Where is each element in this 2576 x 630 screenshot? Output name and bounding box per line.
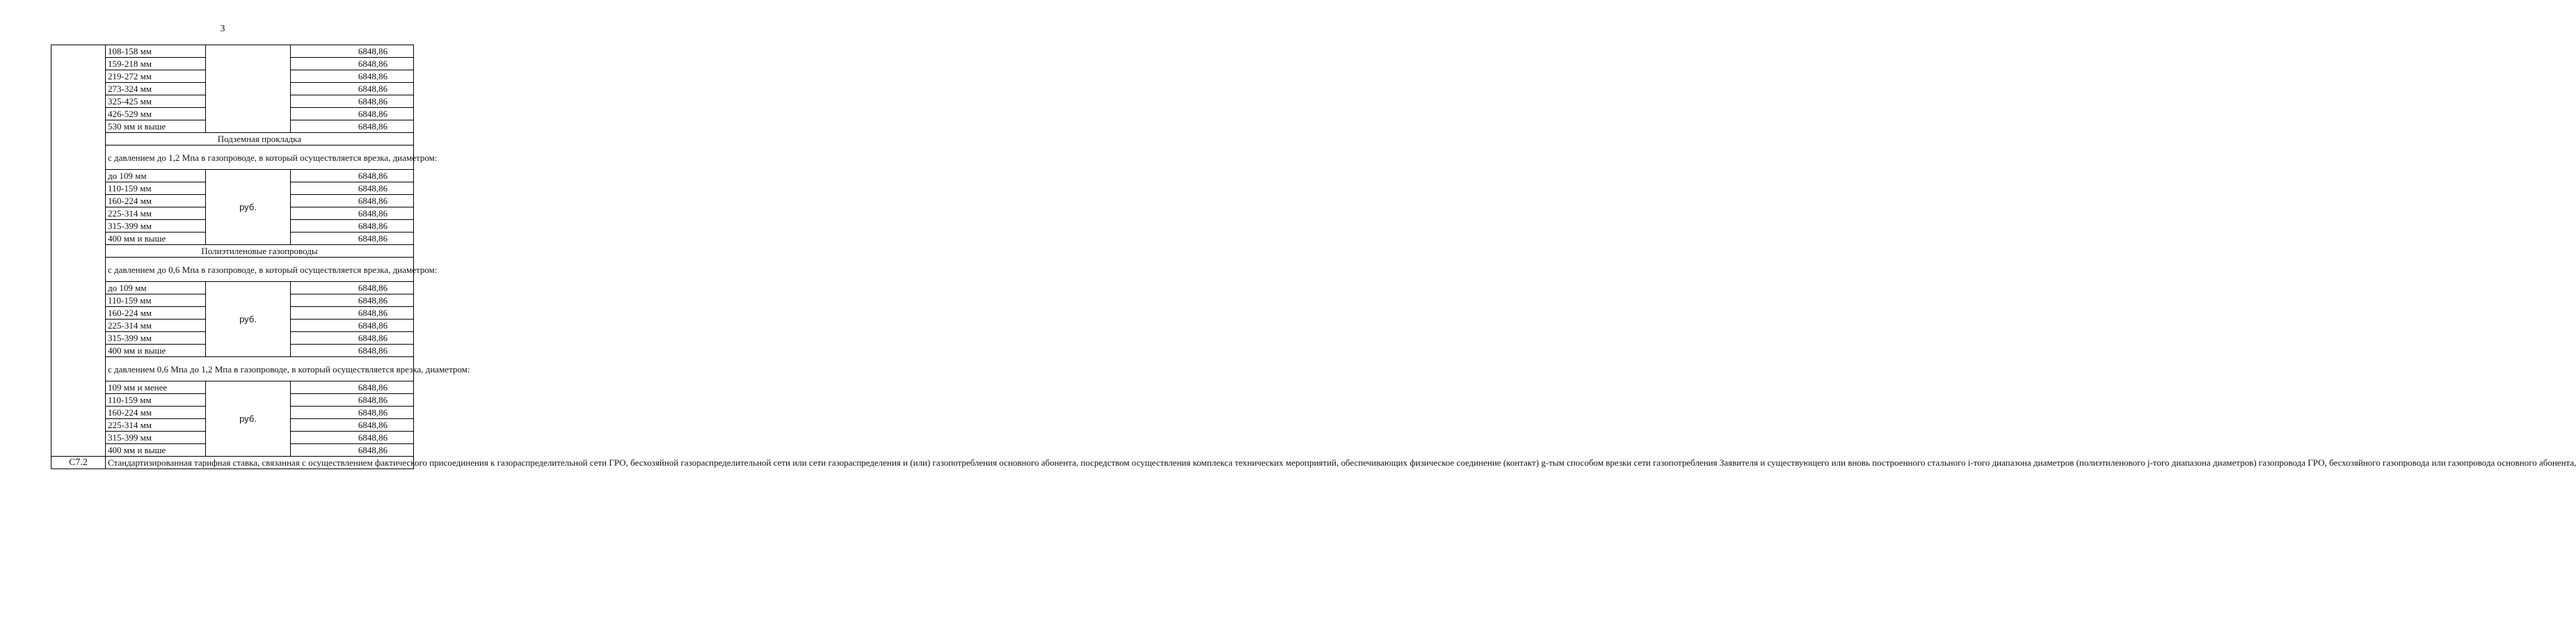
- tariff-value-cell: [291, 294, 414, 307]
- diameter-cell: 400 мм и выше: [106, 345, 206, 357]
- tariff-value: 6848,86: [358, 196, 388, 206]
- tariff-value: 6848,86: [358, 71, 388, 81]
- tariff-value: 6848,86: [358, 283, 388, 293]
- tariff-value-cell: [291, 444, 414, 457]
- tariff-value-cell: [291, 282, 414, 294]
- diameter-cell: до 109 мм: [106, 170, 206, 182]
- section-heading: Подземная прокладка: [106, 133, 414, 145]
- table-row: [51, 45, 414, 58]
- section-row: [51, 145, 414, 170]
- tariff-value: 6848,86: [358, 233, 388, 244]
- tariff-value: 6848,86: [358, 320, 388, 331]
- tariff-value: 6848,86: [358, 58, 388, 69]
- tariff-table: [51, 45, 2576, 469]
- item-description: Стандартизированная тарифная ставка, связанная с осуществлением фактического присоединения к газораспределительной сети ГРО, бесхозяйной газораспределительной сети или сети газораспределения и (или) газопотребления основного абонента, посредством осуществления комплекса технических мероприятий, обеспечивающих физическое соединение (контакт) g-тым способом врезки сети газопотребления Заявителя и существующего или вновь построенного стального i-того диапазона диаметров (полиэтиленового j-того диапазона диаметров) газопровода ГРО, бесхозяйного газопровода или газопровода основного абонента,: [106, 457, 414, 469]
- section-row: [51, 133, 414, 145]
- tariff-value-cell: [291, 58, 414, 70]
- tariff-value: 6848,86: [358, 183, 388, 194]
- tariff-value: 6848,86: [358, 96, 388, 107]
- tariff-value-cell: [291, 419, 414, 432]
- unit-cell: руб.: [206, 170, 291, 245]
- diameter-cell: 160-224 мм: [106, 307, 206, 320]
- table-row: [51, 282, 414, 294]
- tariff-value-cell: [291, 220, 414, 233]
- section-row: [51, 245, 414, 258]
- diameter-cell: 225-314 мм: [106, 419, 206, 432]
- tariff-value: 6848,86: [358, 295, 388, 306]
- diameter-cell: 315-399 мм: [106, 332, 206, 345]
- tariff-value: 6848,86: [358, 382, 388, 393]
- tariff-value-cell: [291, 332, 414, 345]
- section-heading: Полиэтиленовые газопроводы: [106, 245, 414, 258]
- tariff-value: 6848,86: [358, 121, 388, 132]
- tariff-value: 6848,86: [358, 208, 388, 219]
- tariff-value: 6848,86: [358, 109, 388, 119]
- diameter-cell: 108-158 мм: [106, 45, 206, 58]
- tariff-value: 6848,86: [358, 420, 388, 430]
- tariff-value: 6848,86: [358, 84, 388, 94]
- diameter-cell: 225-314 мм: [106, 207, 206, 220]
- tariff-value-cell: [291, 307, 414, 320]
- diameter-cell: 219-272 мм: [106, 70, 206, 83]
- tariff-value: 6848,86: [358, 345, 388, 356]
- diameter-cell: 159-218 мм: [106, 58, 206, 70]
- tariff-value: 6848,86: [358, 221, 388, 231]
- diameter-cell: 160-224 мм: [106, 407, 206, 419]
- tariff-value-cell: [291, 207, 414, 220]
- section-row: [51, 357, 414, 381]
- tariff-value-cell: [291, 233, 414, 245]
- diameter-cell: 110-159 мм: [106, 394, 206, 407]
- item-code: С7.2: [51, 457, 106, 469]
- diameter-cell: 273-324 мм: [106, 83, 206, 95]
- diameter-cell: 530 мм и выше: [106, 120, 206, 133]
- tariff-value-cell: [291, 108, 414, 120]
- tariff-value-cell: [291, 320, 414, 332]
- section-subheading: с давлением 0,6 Мпа до 1,2 Мпа в газопроводе, в который осуществляется врезка, диаметром:: [106, 357, 414, 381]
- tariff-value-cell: [291, 120, 414, 133]
- tariff-value-cell: [291, 407, 414, 419]
- tariff-value-cell: [291, 432, 414, 444]
- tariff-value-cell: [291, 345, 414, 357]
- tariff-value: 6848,86: [358, 445, 388, 455]
- section-subheading: с давлением до 1,2 Мпа в газопроводе, в который осуществляется врезка, диаметром:: [106, 145, 414, 170]
- diameter-cell: 315-399 мм: [106, 432, 206, 444]
- tariff-value-cell: [291, 95, 414, 108]
- tariff-value: 6848,86: [358, 407, 388, 418]
- tariff-value: 6848,86: [358, 171, 388, 181]
- tariff-value-cell: [291, 45, 414, 58]
- tariff-value-cell: [291, 394, 414, 407]
- tariff-value: 6848,86: [358, 46, 388, 56]
- tariff-value: 6848,86: [358, 333, 388, 343]
- diameter-cell: 426-529 мм: [106, 108, 206, 120]
- diameter-cell: 110-159 мм: [106, 182, 206, 195]
- tariff-value-cell: [291, 83, 414, 95]
- tariff-value-cell: [291, 182, 414, 195]
- diameter-cell: 160-224 мм: [106, 195, 206, 207]
- section-row: [51, 258, 414, 282]
- unit-cell: [206, 45, 291, 133]
- table-row: [51, 170, 414, 182]
- tariff-value: 6848,86: [358, 395, 388, 405]
- diameter-cell: 315-399 мм: [106, 220, 206, 233]
- diameter-cell: до 109 мм: [106, 282, 206, 294]
- tariff-value-cell: [291, 70, 414, 83]
- page-number: 3: [220, 24, 225, 34]
- tariff-value-cell: [291, 195, 414, 207]
- diameter-cell: 110-159 мм: [106, 294, 206, 307]
- tariff-value: 6848,86: [358, 432, 388, 443]
- section-subheading: с давлением до 0,6 Мпа в газопроводе, в который осуществляется врезка, диаметром:: [106, 258, 414, 282]
- table-row-c72: [51, 457, 414, 469]
- diameter-cell: 400 мм и выше: [106, 444, 206, 457]
- diameter-cell: 400 мм и выше: [106, 233, 206, 245]
- tariff-value-cell: [291, 170, 414, 182]
- tariff-table-body: [51, 45, 2576, 469]
- tariff-value: 6848,86: [358, 308, 388, 318]
- tariff-value-cell: [291, 381, 414, 394]
- unit-cell: руб.: [206, 282, 291, 357]
- diameter-cell: 225-314 мм: [106, 320, 206, 332]
- code-cell-empty: [51, 45, 106, 457]
- diameter-cell: 325-425 мм: [106, 95, 206, 108]
- table-row: [51, 381, 414, 394]
- unit-cell: руб.: [206, 381, 291, 457]
- diameter-cell: 109 мм и менее: [106, 381, 206, 394]
